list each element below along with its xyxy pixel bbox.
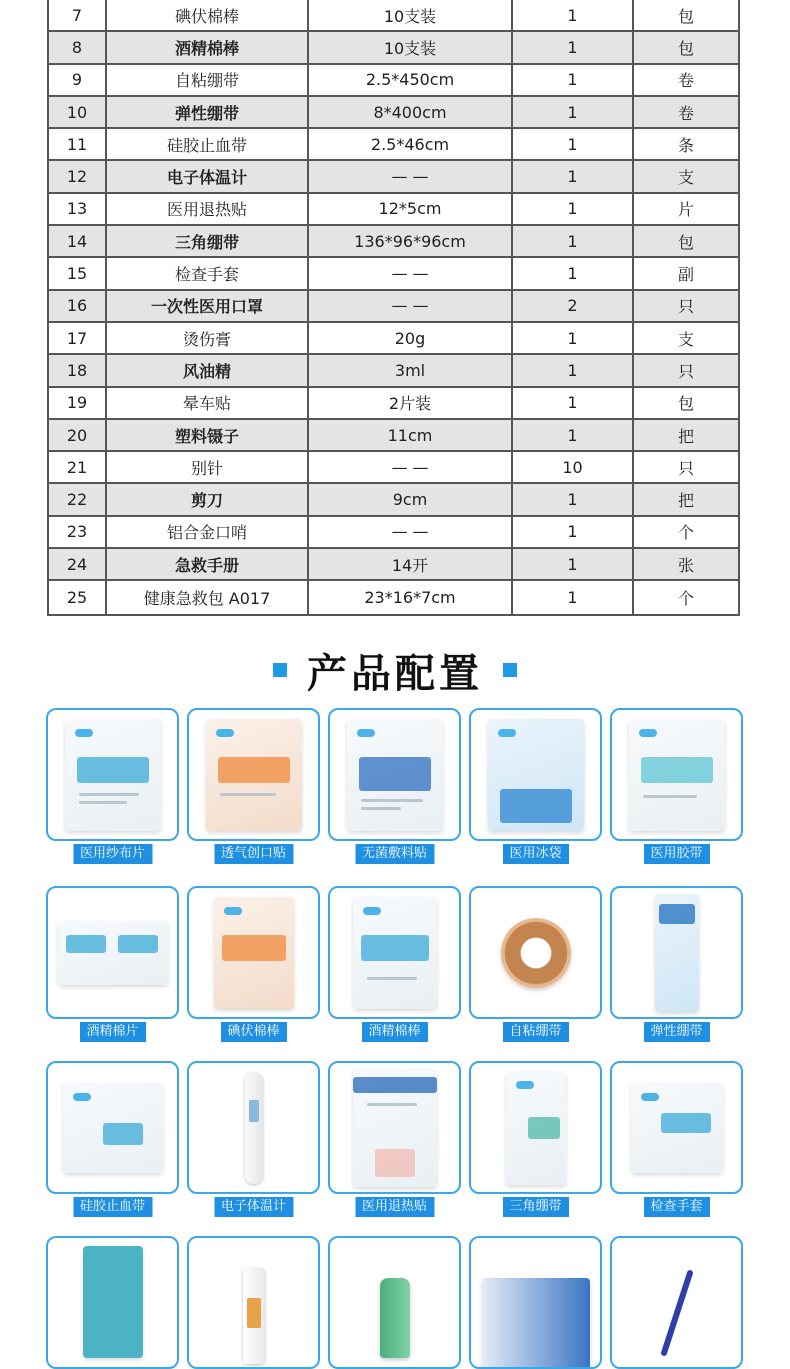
- item-spec: 2.5*450cm: [309, 65, 513, 95]
- product-label: 碘伏棉棒: [220, 1022, 286, 1042]
- item-spec: 10支装: [309, 32, 513, 62]
- product-label: 检查手套: [643, 1197, 709, 1217]
- item-unit: 副: [677, 265, 694, 285]
- item-qty: 1: [513, 581, 634, 613]
- product-image-frame: [469, 708, 602, 841]
- item-qty: 1: [513, 388, 634, 418]
- product-card[interactable]: [46, 886, 179, 1039]
- thermometer-image: [245, 1072, 263, 1184]
- item-spec: 10支装: [309, 0, 513, 30]
- product-image-frame: [46, 708, 179, 841]
- product-label: 透气创口贴: [214, 844, 293, 864]
- row-number: 21: [49, 452, 107, 482]
- product-card[interactable]: [610, 708, 743, 861]
- table-row: [49, 323, 738, 355]
- table-row: [49, 517, 738, 549]
- item-name: 弹性绷带: [107, 97, 309, 127]
- tape-package-image: [629, 719, 725, 831]
- square-bullet-icon: [273, 663, 287, 677]
- mask-package-image: [83, 1246, 143, 1358]
- item-name: 别针: [107, 452, 309, 482]
- product-row: [46, 886, 743, 1039]
- product-label: 自粘绷带: [502, 1022, 568, 1042]
- product-image-frame: [610, 886, 743, 1019]
- table-row: [49, 484, 738, 516]
- item-spec: — —: [309, 452, 513, 482]
- product-card[interactable]: [328, 886, 461, 1039]
- table-row: [49, 161, 738, 193]
- product-image-frame: [469, 1061, 602, 1194]
- table-row: [49, 420, 738, 452]
- item-name: 检查手套: [107, 258, 309, 288]
- item-unit: 只: [677, 361, 694, 381]
- item-spec: 14开: [309, 549, 513, 579]
- burn-ointment-image: [243, 1268, 265, 1364]
- item-qty: 1: [513, 32, 634, 62]
- product-label: 弹性绷带: [643, 1022, 709, 1042]
- item-name: 医用退热贴: [107, 194, 309, 224]
- item-qty: 1: [513, 420, 634, 450]
- row-number: 7: [49, 0, 107, 30]
- product-label: 无菌敷料贴: [355, 844, 434, 864]
- product-image-frame: [187, 1061, 320, 1194]
- section-title: 产品配置: [307, 650, 483, 697]
- item-unit: 个: [677, 588, 694, 608]
- row-number: 9: [49, 65, 107, 95]
- table-row: [49, 388, 738, 420]
- row-number: 11: [49, 129, 107, 159]
- alcohol-swab-image: [353, 897, 437, 1009]
- product-card[interactable]: [187, 1236, 320, 1369]
- item-name: 剪刀: [107, 484, 309, 514]
- product-label: 三角绷带: [502, 1197, 568, 1217]
- table-row: [49, 452, 738, 484]
- item-name: 硅胶止血带: [107, 129, 309, 159]
- product-label: 医用退热贴: [355, 1197, 434, 1217]
- item-qty: 10: [513, 452, 634, 482]
- ice-pack-image: [488, 719, 584, 831]
- product-card[interactable]: [46, 1061, 179, 1214]
- item-qty: 1: [513, 323, 634, 353]
- row-number: 15: [49, 258, 107, 288]
- item-name: 塑料镊子: [107, 420, 309, 450]
- product-image-frame: [610, 1236, 743, 1369]
- item-name: 晕车贴: [107, 388, 309, 418]
- product-card[interactable]: [469, 1236, 602, 1369]
- item-qty: 1: [513, 65, 634, 95]
- row-number: 20: [49, 420, 107, 450]
- product-card[interactable]: [469, 1061, 602, 1214]
- item-unit: 把: [677, 426, 694, 446]
- row-number: 23: [49, 517, 107, 547]
- product-image-frame: [610, 1061, 743, 1194]
- item-qty: 1: [513, 194, 634, 224]
- item-unit: 支: [677, 329, 694, 349]
- item-qty: 1: [513, 517, 634, 547]
- table-row: [49, 129, 738, 161]
- table-row: [49, 194, 738, 226]
- product-label: 医用纱布片: [73, 844, 152, 864]
- square-bullet-icon: [503, 663, 517, 677]
- row-number: 24: [49, 549, 107, 579]
- item-qty: 1: [513, 549, 634, 579]
- item-unit: 条: [677, 135, 694, 155]
- item-qty: 1: [513, 0, 634, 30]
- item-name: 铝合金口哨: [107, 517, 309, 547]
- row-number: 14: [49, 226, 107, 256]
- item-unit: 卷: [677, 103, 694, 123]
- item-name: 急救手册: [107, 549, 309, 579]
- item-name: 酒精棉棒: [107, 32, 309, 62]
- item-unit: 包: [677, 394, 694, 414]
- table-row: [49, 226, 738, 258]
- iodine-swab-image: [214, 897, 294, 1009]
- table-row: [49, 0, 738, 32]
- item-name: 风油精: [107, 355, 309, 385]
- product-card[interactable]: [610, 1236, 743, 1369]
- product-label: 医用胶带: [643, 844, 709, 864]
- product-card[interactable]: [46, 708, 179, 861]
- product-image-frame: [610, 708, 743, 841]
- product-label: 酒精棉棒: [361, 1022, 427, 1042]
- bandage-package-image: [206, 719, 302, 831]
- product-image-frame: [46, 886, 179, 1019]
- product-row: [46, 1236, 743, 1369]
- item-qty: 1: [513, 161, 634, 191]
- item-qty: 1: [513, 484, 634, 514]
- item-name: 一次性医用口罩: [107, 291, 309, 321]
- item-unit: 卷: [677, 71, 694, 91]
- table-row: [49, 549, 738, 581]
- item-unit: 只: [677, 297, 694, 317]
- product-row: [46, 1061, 743, 1214]
- essential-oil-bottle-image: [380, 1278, 410, 1358]
- item-spec: 23*16*7cm: [309, 581, 513, 613]
- row-number: 17: [49, 323, 107, 353]
- item-qty: 1: [513, 258, 634, 288]
- product-label: 医用冰袋: [502, 844, 568, 864]
- row-number: 22: [49, 484, 107, 514]
- item-unit: 片: [677, 200, 694, 220]
- item-table: [47, 0, 740, 616]
- product-card[interactable]: [469, 708, 602, 861]
- product-label: 硅胶止血带: [73, 1197, 152, 1217]
- item-unit: 张: [677, 555, 694, 575]
- product-row: [46, 708, 743, 861]
- product-card[interactable]: [328, 1061, 461, 1214]
- item-unit: 包: [677, 232, 694, 252]
- item-spec: 3ml: [309, 355, 513, 385]
- row-number: 25: [49, 581, 107, 613]
- item-name: 烫伤膏: [107, 323, 309, 353]
- row-number: 10: [49, 97, 107, 127]
- item-qty: 1: [513, 97, 634, 127]
- item-qty: 1: [513, 129, 634, 159]
- item-spec: 20g: [309, 323, 513, 353]
- row-number: 12: [49, 161, 107, 191]
- item-unit: 包: [677, 38, 694, 58]
- table-row: [49, 32, 738, 64]
- item-qty: 1: [513, 226, 634, 256]
- row-number: 13: [49, 194, 107, 224]
- table-row: [49, 581, 738, 613]
- item-spec: 2.5*46cm: [309, 129, 513, 159]
- table-row: [49, 355, 738, 387]
- item-spec: 11cm: [309, 420, 513, 450]
- item-unit: 支: [677, 168, 694, 188]
- product-image-frame: [328, 886, 461, 1019]
- fever-patch-image: [353, 1069, 437, 1187]
- item-name: 三角绷带: [107, 226, 309, 256]
- table-row: [49, 258, 738, 290]
- product-image-frame: [187, 886, 320, 1019]
- product-card[interactable]: [187, 708, 320, 861]
- table-row: [49, 65, 738, 97]
- triangle-bandage-image: [506, 1071, 566, 1185]
- item-spec: 136*96*96cm: [309, 226, 513, 256]
- item-spec: — —: [309, 161, 513, 191]
- product-image-frame: [187, 708, 320, 841]
- row-number: 19: [49, 388, 107, 418]
- section-header: [0, 640, 790, 700]
- table-row: [49, 97, 738, 129]
- row-number: 18: [49, 355, 107, 385]
- product-image-frame: [328, 1236, 461, 1369]
- item-name: 电子体温计: [107, 161, 309, 191]
- gauze-package-image: [65, 719, 161, 831]
- item-unit: 把: [677, 491, 694, 511]
- item-spec: — —: [309, 258, 513, 288]
- elastic-bandage-image: [655, 894, 699, 1012]
- product-image-frame: [328, 1061, 461, 1194]
- item-unit: 包: [677, 6, 694, 26]
- tweezers-image: [660, 1269, 694, 1356]
- alcohol-pad-image: [58, 921, 168, 985]
- item-spec: — —: [309, 291, 513, 321]
- motion-sickness-patch-image: [482, 1278, 590, 1369]
- item-unit: 只: [677, 458, 694, 478]
- product-image-frame: [328, 708, 461, 841]
- product-label: 电子体温计: [214, 1197, 293, 1217]
- item-qty: 1: [513, 355, 634, 385]
- item-name: 自粘绷带: [107, 65, 309, 95]
- dressing-package-image: [347, 719, 443, 831]
- product-card[interactable]: [187, 886, 320, 1039]
- item-spec: 8*400cm: [309, 97, 513, 127]
- item-qty: 2: [513, 291, 634, 321]
- gloves-package-image: [631, 1083, 723, 1173]
- product-card[interactable]: [610, 886, 743, 1039]
- item-spec: 9cm: [309, 484, 513, 514]
- item-spec: 2片装: [309, 388, 513, 418]
- product-image-frame: [46, 1061, 179, 1194]
- product-image-frame: [187, 1236, 320, 1369]
- product-card[interactable]: [328, 1236, 461, 1369]
- item-spec: 12*5cm: [309, 194, 513, 224]
- item-name: 健康急救包 A017: [107, 581, 309, 613]
- item-spec: — —: [309, 517, 513, 547]
- table-row: [49, 291, 738, 323]
- product-card[interactable]: [469, 886, 602, 1039]
- self-adhesive-roll-image: [501, 918, 571, 988]
- product-card[interactable]: [187, 1061, 320, 1214]
- product-card[interactable]: [610, 1061, 743, 1214]
- row-number: 8: [49, 32, 107, 62]
- row-number: 16: [49, 291, 107, 321]
- item-unit: 个: [677, 523, 694, 543]
- item-name: 碘伏棉棒: [107, 0, 309, 30]
- product-card[interactable]: [46, 1236, 179, 1369]
- product-image-frame: [469, 1236, 602, 1369]
- product-label: 酒精棉片: [79, 1022, 145, 1042]
- product-image-frame: [469, 886, 602, 1019]
- product-card[interactable]: [328, 708, 461, 861]
- tourniquet-package-image: [63, 1083, 163, 1173]
- product-image-frame: [46, 1236, 179, 1369]
